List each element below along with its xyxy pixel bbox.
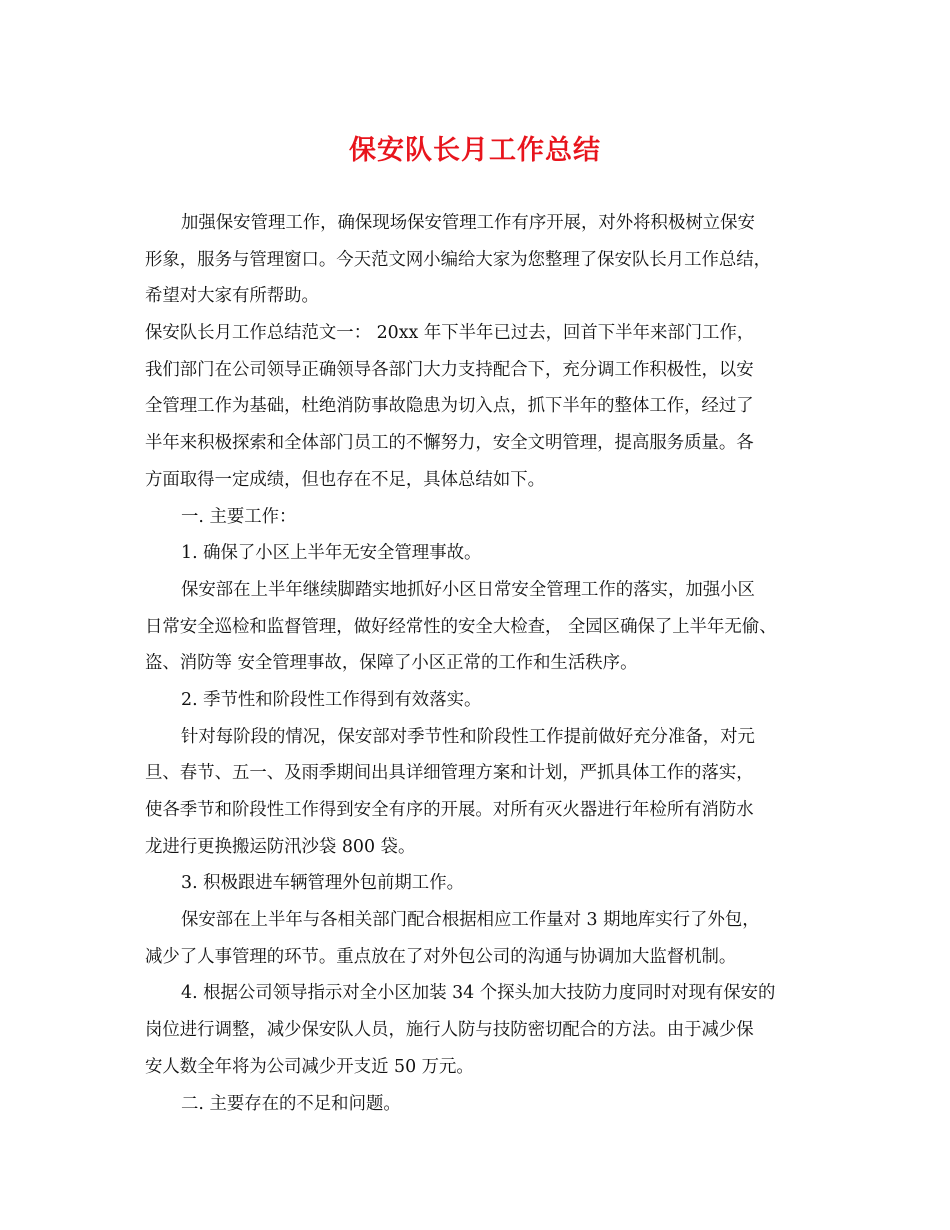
paragraph-line: 保安部在上半年继续脚踏实地抓好小区日常安全管理工作的落实，加强小区 xyxy=(181,579,755,600)
paragraph-line: 3. 积极跟进车辆管理外包前期工作。 xyxy=(181,873,464,894)
paragraph-line: 针对每阶段的情况，保安部对季节性和阶段性工作提前做好充分准备，对元 xyxy=(181,726,755,747)
paragraph-line: 岗位进行调整，减少保安队人员，施行人防与技防密切配合的方法。由于减少保 xyxy=(145,1020,754,1041)
paragraph-line: 一. 主要工作： xyxy=(181,506,297,527)
paragraph-line: 龙进行更换搬运防汛沙袋 800 袋。 xyxy=(145,836,416,857)
paragraph-line: 方面取得一定成绩，但也存在不足，具体总结如下。 xyxy=(145,469,545,490)
paragraph-line: 加强保安管理工作，确保现场保安管理工作有序开展，对外将积极树立保安 xyxy=(181,213,755,233)
paragraph-line: 旦、春节、五一、及雨季期间出具详细管理方案和计划，严抓具体工作的落实， xyxy=(145,763,754,784)
paragraph-line: 日常安全巡检和监督管理，做好经常性的安全大检查， 全园区确保了上半年无偷、 xyxy=(145,616,777,637)
paragraph-line: 我们部门在公司领导正确领导各部门大力支持配合下，充分调工作积极性，以安 xyxy=(145,359,754,380)
paragraph-line: 形象，服务与管理窗口。今天范文网小编给大家为您整理了保安队长月工作总结， xyxy=(145,249,772,270)
paragraph-line: 1. 确保了小区上半年无安全管理事故。 xyxy=(181,543,482,564)
paragraph-line: 使各季节和阶段性工作得到安全有序的开展。对所有灭火器进行年检所有消防水 xyxy=(145,800,754,820)
paragraph-line: 希望对大家有所帮助。 xyxy=(145,286,319,307)
paragraph-line: 全管理工作为基础，杜绝消防事故隐患为切入点，抓下半年的整体工作，经过了 xyxy=(145,396,754,417)
paragraph-line: 保安队长月工作总结范文一： 20xx 年下半年已过去，回首下半年来部门工作， xyxy=(145,323,755,344)
paragraph-line: 二. 主要存在的不足和问题。 xyxy=(181,1093,401,1114)
paragraph-line: 半年来积极探索和全体部门员工的不懈努力，安全文明管理，提高服务质量。各 xyxy=(145,433,754,454)
paragraph-line: 安人数全年将为公司减少开支近 50 万元。 xyxy=(145,1056,474,1077)
paragraph-line: 2. 季节性和阶段性工作得到有效落实。 xyxy=(181,689,482,710)
paragraph-line: 4. 根据公司领导指示对全小区加装 34 个探头加大技防力度同时对现有保安的 xyxy=(181,983,776,1004)
paragraph-line: 盗、消防等 安全管理事故，保障了小区正常的工作和生活秩序。 xyxy=(145,653,638,674)
document-title: 保安队长月工作总结 xyxy=(349,135,601,166)
paragraph-line: 减少了人事管理的环节。重点放在了对外包公司的沟通与协调加大监督机制。 xyxy=(145,946,737,967)
paragraph-line: 保安部在上半年与各相关部门配合根据相应工作量对 3 期地库实行了外包， xyxy=(181,910,760,931)
document-body xyxy=(145,205,835,1122)
